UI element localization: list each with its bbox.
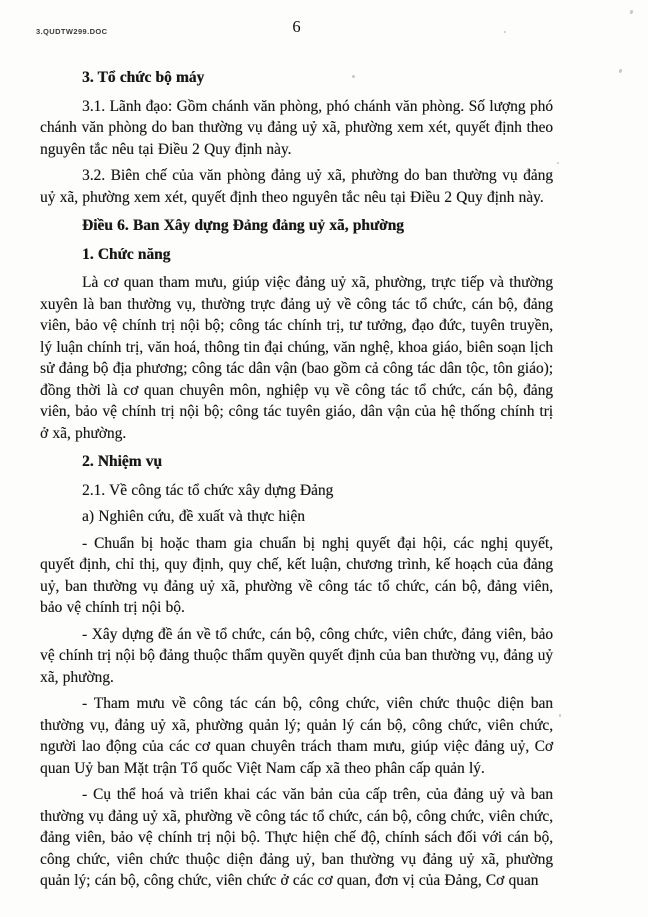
paragraph-bullet-tham-muu: - Tham mưu về công tác cán bộ, công chức, viên chức thuộc diện ban thường vụ, đảng uỷ xã, phường quản lý; quản lý cán bộ, công chức, viên chức, người lao động của các cơ quan chuyên trách tham mưu, giúp việc đảng uỷ, Cơ quan Uỷ ban Mặt trận Tổ quốc Việt Nam cấp xã theo phân cấp quản lý. [40, 695, 553, 777]
paragraph-bullet-cu-the-hoa: - Cụ thể hoá và triển khai các văn bản của cấp trên, của đảng uỷ và ban thường vụ đảng uỷ xã, phường về công tác tổ chức, cán bộ, công chức, viên chức, đảng viên, bảo vệ chính trị nội bộ. Thực hiện chế độ, chính sách đối với cán bộ, công chức, viên chức thuộc diện đảng uỷ, ban thường vụ đảng uỷ xã, phường quản lý; cán bộ, công chức, viên chức ở các cơ quan, đơn vị của Đảng, Cơ quan [40, 786, 553, 889]
paragraph-bullet-chuan-bi: - Chuẩn bị hoặc tham gia chuẩn bị nghị quyết đại hội, các nghị quyết, quyết định, chỉ thị, quy định, quy chế, kết luận, chương trình, kế hoạch của đảng uỷ, ban thường vụ đảng uỷ xã, phường về công tác tổ chức, cán bộ, đảng viên, bảo vệ chính trị nội bộ. [40, 534, 553, 616]
section-heading-chuc-nang: 1. Chức năng [82, 245, 171, 263]
paragraph-item-a: a) Nghiên cứu, đề xuất và thực hiện [82, 508, 305, 525]
section-heading-to-chuc-bo-may: 3. Tổ chức bộ máy [82, 69, 205, 86]
paragraph-3-2: 3.2. Biên chế của văn phòng đảng uỷ xã, phường do ban thường vụ đảng uỷ xã, phường xem xét, quyết định theo nguyên tắc nêu tại Điều 2 Quy định này. [40, 167, 553, 206]
document-filename: 3.QUDTW299.DOC [36, 27, 108, 36]
paragraph-bullet-xay-dung: - Xây dựng đề án về tổ chức, cán bộ, công chức, viên chức, đảng viên, bảo vệ chính trị nội bộ đảng thuộc thẩm quyền quyết định của ban thường vụ, đảng uỷ xã, phường. [40, 625, 553, 686]
paragraph-3-1: 3.1. Lãnh đạo: Gồm chánh văn phòng, phó chánh văn phòng. Số lượng phó chánh văn phòng do ban thường vụ đảng uỷ xã, phường xem xét, quyết định theo nguyên tắc nêu tại Điều 2 Quy định này. [40, 97, 553, 158]
section-heading-nhiem-vu: 2. Nhiệm vụ [82, 453, 162, 470]
paragraph-2-1: 2.1. Về công tác tổ chức xây dựng Đảng [82, 481, 334, 499]
section-heading-dieu-6: Điều 6. Ban Xây dựng Đảng đảng uỷ xã, phường [82, 217, 404, 234]
page-number: 6 [292, 17, 301, 36]
paragraph-chuc-nang: Là cơ quan tham mưu, giúp việc đảng uỷ xã, phường, trực tiếp và thường xuyên là ban thường vụ, thường trực đảng uỷ về công tác tổ chức, cán bộ, đảng viên, bảo vệ chính trị nội bộ; công tác chính trị, tư tưởng, đạo đức, tuyên truyền, lý luận chính trị, văn hoá, thông tin đại chúng, văn nghệ, khoa giáo, biên soạn lịch sử đảng bộ địa phương; công tác dân vận (bao gồm cả công tác dân tộc, tôn giáo); đồng thời là cơ quan chuyên môn, nghiệp vụ về công tác tổ chức, cán bộ, đảng viên, bảo vệ chính trị nội bộ; công tác tuyên giáo, dân vận của hệ thống chính trị ở xã, phường. [40, 274, 553, 442]
document-body [40, 60, 553, 897]
